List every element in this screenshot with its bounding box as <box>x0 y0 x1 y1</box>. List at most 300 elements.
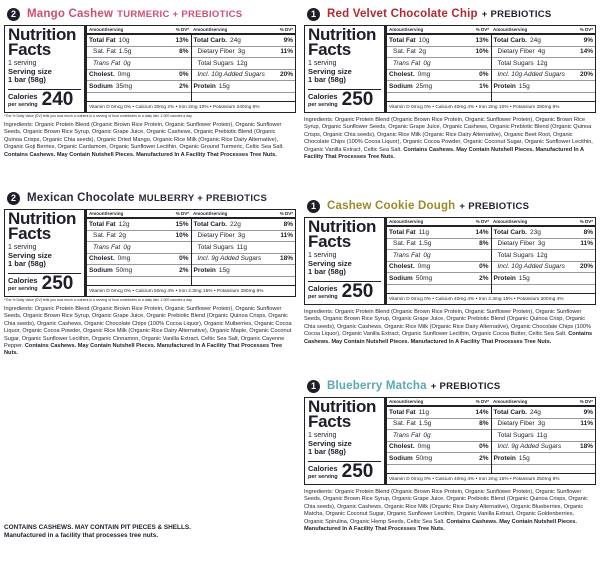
nutrient-amount: 24g <box>529 36 541 44</box>
nutrient-label: Incl. 10g Added Sugars <box>497 71 565 79</box>
nutrient-row <box>492 407 596 419</box>
nutrient-row <box>192 70 296 82</box>
dv-header: % DV* <box>475 399 489 404</box>
nutrient-dv: 14% <box>475 228 489 236</box>
nutrient-label: Total Carb. <box>493 408 527 416</box>
flavor-name: Cashew Cookie Dough <box>327 200 456 212</box>
amount-header: Amount/serving <box>89 27 124 32</box>
nutrient-row <box>387 239 491 251</box>
nutrient-amount: 12g <box>236 59 248 67</box>
amount-header: Amount/serving <box>389 219 424 224</box>
nutrition-facts-heading <box>305 218 387 304</box>
nutrient-dv: 14% <box>579 48 593 56</box>
nutrient-name <box>194 244 248 251</box>
nutrient-label: Incl. 10g Added Sugars <box>197 71 265 79</box>
nutrient-rows <box>387 407 595 473</box>
nutrient-name <box>494 60 548 67</box>
nutrient-amount: 24g <box>229 36 241 44</box>
nutrient-name <box>494 263 568 270</box>
vitamins-line: Vitamin D 0mcg 0% • Calcium 40mg 4% • Iron 2mg 15% • Potassium 250mg 6% <box>387 473 595 484</box>
nutrient-label: Protein <box>493 274 516 282</box>
calories-value: 250 <box>341 461 374 482</box>
nutrient-row <box>492 239 596 251</box>
nutrient-name <box>89 48 131 55</box>
dv-footnote: *The % Daily Value (DV) tells you how much a nutrient in a serving of food contributes to a daily diet. 2,000 calories a day <box>4 114 192 118</box>
nutrient-name <box>89 60 131 67</box>
nutrient-label: Dietary Fiber <box>497 420 535 428</box>
nutrient-row <box>387 407 491 419</box>
nutrient-name <box>389 420 431 427</box>
nutrient-label: Total Fat <box>89 220 116 228</box>
nutrition-panel <box>4 190 296 358</box>
nutrient-label: Total Fat <box>389 408 416 416</box>
nutrient-label: Trans Fat <box>393 251 421 259</box>
nutrient-name <box>389 60 431 67</box>
nutrient-dv: 8% <box>283 220 293 228</box>
nutrition-facts-title: Nutrition Facts <box>308 397 377 431</box>
nutrient-column <box>491 227 596 293</box>
nutrient-row <box>192 35 296 47</box>
nutrient-name <box>89 232 126 239</box>
nutrient-rows <box>87 35 295 101</box>
amount-header: Amount/serving <box>389 399 424 404</box>
calories-label-block <box>308 93 338 109</box>
nutrient-label: Total Fat <box>89 36 116 44</box>
nutrient-name <box>194 37 241 44</box>
nutrient-amount: 50mg <box>415 454 433 462</box>
nutrient-name <box>494 409 541 416</box>
nutrient-row <box>387 262 491 274</box>
nutrient-grid <box>387 26 595 112</box>
nutrient-name <box>494 240 545 247</box>
nutrient-label: Sodium <box>89 266 113 274</box>
badge-number: 1 <box>307 200 320 213</box>
ingredients-text <box>304 489 596 533</box>
nutrient-amount: 1.5g <box>418 240 432 248</box>
grid-header <box>87 210 295 219</box>
nutrient-dv: 10% <box>475 48 489 56</box>
serving-size-label: Serving size <box>8 67 52 76</box>
nutrition-facts-box <box>4 25 296 113</box>
nutrient-label: Dietary Fiber <box>497 48 535 56</box>
nutrient-amount: 11g <box>418 228 429 236</box>
nutrient-name <box>494 275 530 282</box>
amount-header: Amount/serving <box>493 219 528 224</box>
nutrient-row <box>387 250 491 262</box>
nutrient-label: Protein <box>493 82 516 90</box>
nutrient-row <box>87 70 191 82</box>
nutrient-label: Sodium <box>389 82 413 90</box>
nutrient-label: Total Carb. <box>493 228 527 236</box>
nutrient-dv: 2% <box>479 454 489 462</box>
nutrient-dv: 11% <box>580 240 593 248</box>
nutrient-amount: 11g <box>536 431 548 439</box>
nutrient-row <box>192 231 296 243</box>
nutrient-row <box>492 35 596 47</box>
nutrient-amount: 50mg <box>115 266 133 274</box>
nutrient-dv: 8% <box>179 48 189 56</box>
grid-header <box>387 398 595 407</box>
servings-count: 1 serving <box>308 252 337 259</box>
calories-block <box>308 281 381 301</box>
vitamins-line: Vitamin D 0mcg 0% • Calcium 50mg 4% • Iron 2.3mg 15% • Potassium 280mg 6% <box>87 285 295 296</box>
serving-size-label: Serving size <box>308 259 352 268</box>
nutrient-name <box>89 37 129 44</box>
nutrient-amount: 0mg <box>417 263 431 271</box>
servings-count: 1 serving <box>308 60 337 67</box>
nutrient-name <box>89 267 132 274</box>
nutrient-name <box>194 71 268 78</box>
badge-number: 1 <box>307 8 320 21</box>
calories-label: Calories <box>308 92 338 101</box>
ingredients-text <box>304 117 596 161</box>
allergy-line: Manufactured in a facility that processes tree nuts. <box>4 532 159 539</box>
nutrient-row <box>87 47 191 59</box>
nutrient-row <box>492 419 596 431</box>
nutrient-name <box>494 71 568 78</box>
calories-block <box>308 89 381 109</box>
nutrient-column <box>191 219 296 285</box>
nutrient-amount: 12g <box>536 251 548 259</box>
nutrient-amount: 0g <box>423 59 431 67</box>
nutrient-amount: 3g <box>537 420 545 428</box>
serving-size-label: Serving size <box>308 67 352 76</box>
nutrient-dv: 8% <box>583 228 593 236</box>
badge-number: 2 <box>7 192 20 205</box>
badge-number: 2 <box>7 8 20 21</box>
nutrient-name <box>494 229 541 236</box>
nutrient-amount: 3g <box>237 232 245 240</box>
nutrient-name <box>494 443 565 450</box>
serving-size-value: 1 bar (58g) <box>308 75 346 84</box>
nutrient-grid <box>87 26 295 112</box>
nutrient-rows <box>387 35 595 101</box>
nutrient-amount: 35mg <box>115 82 133 90</box>
ingredients-text <box>4 306 296 358</box>
nutrient-dv: 0% <box>479 71 489 79</box>
nutrient-dv: 9% <box>583 408 593 416</box>
amount-header: Amount/serving <box>193 27 228 32</box>
nutrient-label: Cholest. <box>389 71 415 79</box>
nutrient-row <box>387 442 491 454</box>
nutrient-name <box>389 83 432 90</box>
nutrient-row <box>492 70 596 82</box>
nutrition-facts-title: Nutrition Facts <box>308 25 377 59</box>
nutrient-name <box>494 455 530 462</box>
flavor-subtitle: MULBERRY + PREBIOTICS <box>138 192 268 204</box>
badge-number: 1 <box>307 380 320 393</box>
calories-value: 250 <box>341 89 374 110</box>
nutrient-row <box>492 262 596 274</box>
nutrient-column <box>387 227 491 293</box>
nutrient-grid <box>387 398 595 484</box>
nutrient-amount: 10g <box>418 36 430 44</box>
nutrient-dv: 2% <box>179 266 189 274</box>
nutrient-name <box>89 244 131 251</box>
contains-statement: Contains Cashews. May Contain Nutshell Pieces. Manufactured In A Facility That Processes Tree Nuts. <box>4 343 283 357</box>
nutrient-row <box>192 242 296 254</box>
calories-label: Calories <box>308 464 338 473</box>
nutrient-dv: 0% <box>179 255 189 263</box>
nutrient-label: Dietary Fiber <box>197 48 235 56</box>
per-serving-label: per serving <box>8 102 38 108</box>
nutrient-label: Sat. Fat <box>93 232 116 240</box>
nutrient-row <box>492 227 596 239</box>
ingredients-list: Ingredients: Organic Protein Blend (Organic Brown Rice Protein, Organic Sunflower Protein), Organic Sunflower Seeds, Organic Brown Rice Syrup, Organic Grape Juice, Organic Prebiotic Blend (Organic Quinoa Crisps, Organic Chia seeds), Organic Cashews, Organic Chocolate Chips (100% Cocoa Liquor), Organic Mulberries, Organic Cocoa Liquor, Organic Cocoa Powder, Organic Rice Milk (Organic Rice Dairy Alternative), Organic Maple, Organic Coconut Sugar, Organic Sunflower Lecithin, Organic Cinnamon, Organic Vanilla Extract, Celtic Sea Salt, Organic Cayenne Pepper. <box>4 306 292 350</box>
nutrition-facts-box <box>304 25 596 113</box>
nutrient-row <box>192 58 296 70</box>
calories-label-block <box>8 93 38 109</box>
nutrient-amount: 11g <box>236 243 248 251</box>
nutrition-panel <box>304 6 596 161</box>
per-serving-label: per serving <box>308 474 338 480</box>
nutrition-facts-heading <box>305 398 387 484</box>
flavor-name: Mexican Chocolate <box>27 192 135 204</box>
dv-header: % DV* <box>475 27 489 32</box>
grid-header <box>387 218 595 227</box>
nutrient-amount: 12g <box>118 220 130 228</box>
nutrient-row <box>492 442 596 454</box>
flavor-name: Red Velvet Chocolate Chip <box>327 8 478 20</box>
servings-count: 1 serving <box>308 432 337 439</box>
nutrient-row <box>192 265 296 277</box>
nutrient-grid <box>87 210 295 296</box>
nutrient-name <box>389 432 431 439</box>
nutrient-dv: 8% <box>479 240 489 248</box>
nutrient-amount: 15g <box>218 266 230 274</box>
nutrient-label: Sat. Fat <box>93 48 116 56</box>
nutrient-dv: 0% <box>479 263 489 271</box>
nutrient-dv: 2% <box>479 274 489 282</box>
nutrient-row <box>87 265 191 277</box>
serving-size-label: Serving size <box>308 439 352 448</box>
amount-header: Amount/serving <box>493 399 528 404</box>
nutrient-amount: 2g <box>118 232 126 240</box>
nutrient-amount: 0mg <box>117 71 131 79</box>
nutrient-dv: 20% <box>579 263 593 271</box>
nutrient-name <box>389 455 432 462</box>
panel-title <box>4 190 296 206</box>
serving-size-label: Serving size <box>8 251 52 260</box>
nutrient-name <box>389 443 430 450</box>
nutrient-name <box>389 275 432 282</box>
contains-statement: Contains Cashews. May Contain Nutshell Pieces. Manufactured In A Facility That Processes Tree Nuts. <box>304 331 593 345</box>
nutrient-amount: 24g <box>529 408 541 416</box>
dv-footnote: *The % Daily Value (DV) tells you how much a nutrient in a serving of food contributes to a daily diet. 2,000 calories a day <box>4 298 192 302</box>
contains-statement: Contains Cashews. May Contain Nutshell Pieces. Manufactured In A Facility That Processes Tree Nuts. <box>304 518 577 533</box>
vitamins-line: Vitamin D 0mcg 0% • Calcium 30mg 2% • Iron 2mg 10% • Potassium 240mg 6% <box>87 101 295 112</box>
nutrient-label: Trans Fat <box>393 431 421 439</box>
nutrient-label: Total Sugars <box>497 431 534 439</box>
nutrient-label: Sodium <box>389 454 413 462</box>
nutrient-name <box>89 83 132 90</box>
nutrient-dv: 8% <box>479 420 489 428</box>
dv-header: % DV* <box>475 219 489 224</box>
nutrient-label: Cholest. <box>89 71 115 79</box>
nutrient-amount: 10g <box>118 36 130 44</box>
nutrient-row <box>387 419 491 431</box>
calories-value: 250 <box>41 273 74 294</box>
nutrient-grid <box>387 218 595 304</box>
nutrient-row <box>87 231 191 243</box>
nutrient-amount: 15g <box>518 454 530 462</box>
nutrient-dv: 9% <box>583 36 593 44</box>
nutrient-label: Total Carb. <box>193 36 227 44</box>
nutrient-row <box>492 81 596 93</box>
nutrient-dv: 11% <box>280 48 293 56</box>
nutrient-name <box>494 252 548 259</box>
nutrient-row <box>87 35 191 47</box>
nutrient-name <box>194 60 248 67</box>
nutrient-row <box>192 47 296 59</box>
nutrient-label: Trans Fat <box>93 59 121 67</box>
nutrient-row <box>87 254 191 266</box>
nutrient-amount: 0g <box>123 59 131 67</box>
serving-size-value: 1 bar (58g) <box>308 447 346 456</box>
nutrition-panel <box>304 198 596 346</box>
nutrient-name <box>194 221 241 228</box>
nutrient-label: Dietary Fiber <box>197 232 235 240</box>
nutrient-dv: 11% <box>580 420 593 428</box>
nutrient-label: Incl. 9g Added Sugars <box>497 443 562 451</box>
calories-block <box>8 273 81 293</box>
calories-block <box>8 89 81 109</box>
nutrient-label: Total Sugars <box>497 59 534 67</box>
nutrient-label: Protein <box>493 454 516 462</box>
nutrient-label: Sat. Fat <box>393 420 416 428</box>
nutrient-dv: 9% <box>283 36 293 44</box>
nutrient-dv: 20% <box>279 71 293 79</box>
nutrient-label: Cholest. <box>89 255 115 263</box>
nutrient-dv: 11% <box>280 232 293 240</box>
serving-size-value: 1 bar (58g) <box>8 259 46 268</box>
nutrient-column <box>387 407 491 473</box>
nutrient-label: Sat. Fat <box>393 48 416 56</box>
nutrient-amount: 0g <box>423 431 431 439</box>
nutrition-facts-box <box>304 217 596 305</box>
nutrient-name <box>389 48 426 55</box>
contains-statement: Contains Cashews. May Contain Nutshell Pieces. Manufactured In A Facility That Processes Tree Nuts. <box>304 146 584 161</box>
nutrient-row <box>387 35 491 47</box>
nutrition-facts-heading <box>5 26 87 112</box>
nutrient-dv: 10% <box>175 232 189 240</box>
nutrient-dv: 15% <box>175 220 189 228</box>
calories-label: Calories <box>308 284 338 293</box>
nutrient-column <box>491 407 596 473</box>
nutrient-name <box>89 255 130 262</box>
nutrient-dv: 0% <box>179 71 189 79</box>
nutrient-amount: 15g <box>518 274 530 282</box>
nutrient-name <box>494 37 541 44</box>
dv-header: % DV* <box>279 27 293 32</box>
per-serving-label: per serving <box>308 294 338 300</box>
nutrient-dv: 1% <box>479 82 489 90</box>
nutrient-row <box>387 47 491 59</box>
nutrient-name <box>389 37 429 44</box>
amount-header: Amount/serving <box>193 211 228 216</box>
amount-header: Amount/serving <box>389 27 424 32</box>
panel-title <box>304 6 596 22</box>
nutrient-label: Protein <box>193 82 216 90</box>
nutrient-name <box>194 232 245 239</box>
nutrient-label: Total Fat <box>389 36 416 44</box>
nutrition-facts-title: Nutrition Facts <box>308 217 377 251</box>
nutrient-amount: 22g <box>229 220 241 228</box>
dv-header: % DV* <box>579 27 593 32</box>
calories-value: 250 <box>341 281 374 302</box>
nutrient-amount: 2g <box>418 48 426 56</box>
nutrition-facts-title: Nutrition Facts <box>8 209 77 243</box>
servings-count: 1 serving <box>8 244 37 251</box>
nutrient-dv: 18% <box>579 443 593 451</box>
nutrient-row <box>87 219 191 231</box>
nutrient-amount: 0g <box>123 243 131 251</box>
nutrient-label: Total Sugars <box>497 251 534 259</box>
calories-block <box>308 461 381 481</box>
nutrient-name <box>389 263 430 270</box>
panel-title <box>4 6 296 22</box>
nutrient-rows <box>87 219 295 285</box>
nutrient-amount: 0g <box>423 251 431 259</box>
nutrient-row <box>492 47 596 59</box>
vitamins-line: Vitamin D 0mcg 0% • Calcium 40mg 4% • Iron 2mg 10% • Potassium 280mg 6% <box>387 101 595 112</box>
nutrition-facts-title: Nutrition Facts <box>8 25 77 59</box>
nutrient-row <box>387 81 491 93</box>
nutrient-label: Total Fat <box>389 228 416 236</box>
nutrient-amount: 0mg <box>117 255 131 263</box>
flavor-subtitle: + PREBIOTICS <box>430 380 501 392</box>
nutrient-amount: 15g <box>218 82 230 90</box>
nutrient-row <box>387 453 491 465</box>
nutrient-row <box>387 273 491 285</box>
nutrient-amount: 25mg <box>415 82 433 90</box>
nutrient-amount: 15g <box>518 82 530 90</box>
panel-title <box>304 198 596 214</box>
nutrition-facts-box <box>304 397 596 485</box>
nutrient-rows <box>387 227 595 293</box>
per-serving-label: per serving <box>308 102 338 108</box>
nutrient-label: Protein <box>193 266 216 274</box>
calories-label: Calories <box>8 92 38 101</box>
nutrient-label: Total Sugars <box>197 59 234 67</box>
nutrient-amount: 0mg <box>417 71 431 79</box>
nutrient-label: Trans Fat <box>93 243 121 251</box>
calories-label-block <box>308 285 338 301</box>
nutrient-row <box>387 430 491 442</box>
nutrient-name <box>89 221 129 228</box>
nutrient-column <box>387 35 491 101</box>
nutrient-dv: 2% <box>179 82 189 90</box>
nutrient-label: Trans Fat <box>393 59 421 67</box>
nutrient-row <box>387 58 491 70</box>
calories-label-block <box>8 277 38 293</box>
calories-label: Calories <box>8 276 38 285</box>
nutrient-amount: 4g <box>537 48 545 56</box>
grid-header <box>87 26 295 35</box>
calories-label-block <box>308 465 338 481</box>
nutrient-name <box>494 48 545 55</box>
nutrient-label: Incl. 10g Added Sugars <box>497 263 565 271</box>
nutrient-amount: 0mg <box>417 443 431 451</box>
nutrient-row <box>492 58 596 70</box>
nutrient-label: Total Sugars <box>197 243 234 251</box>
calories-value: 240 <box>41 89 74 110</box>
nutrient-row <box>387 227 491 239</box>
nutrient-amount: 50mg <box>415 274 433 282</box>
nutrient-name <box>194 267 230 274</box>
nutrient-name <box>89 71 130 78</box>
ingredients-list: Ingredients: Organic Protein Blend (Organic Brown Rice Protein, Organic Sunflower Protein), Organic Sunflower Seeds, Organic Brown Rice Syrup, Organic Grape Juice, Organic Prebiotic Blend (Organic Quinoa Crisp, Organic Chia seeds), Organic Cashews, Organic Rice Milk (Organic Rice Dairy Alternative), Organic Chocolate Chips (100% Cocoa Liquor), Organic Vanilla Extract, Organic Sunflower Lecithin, Organic Cocoa Butter, Celtic Sea Salt. <box>304 309 591 338</box>
